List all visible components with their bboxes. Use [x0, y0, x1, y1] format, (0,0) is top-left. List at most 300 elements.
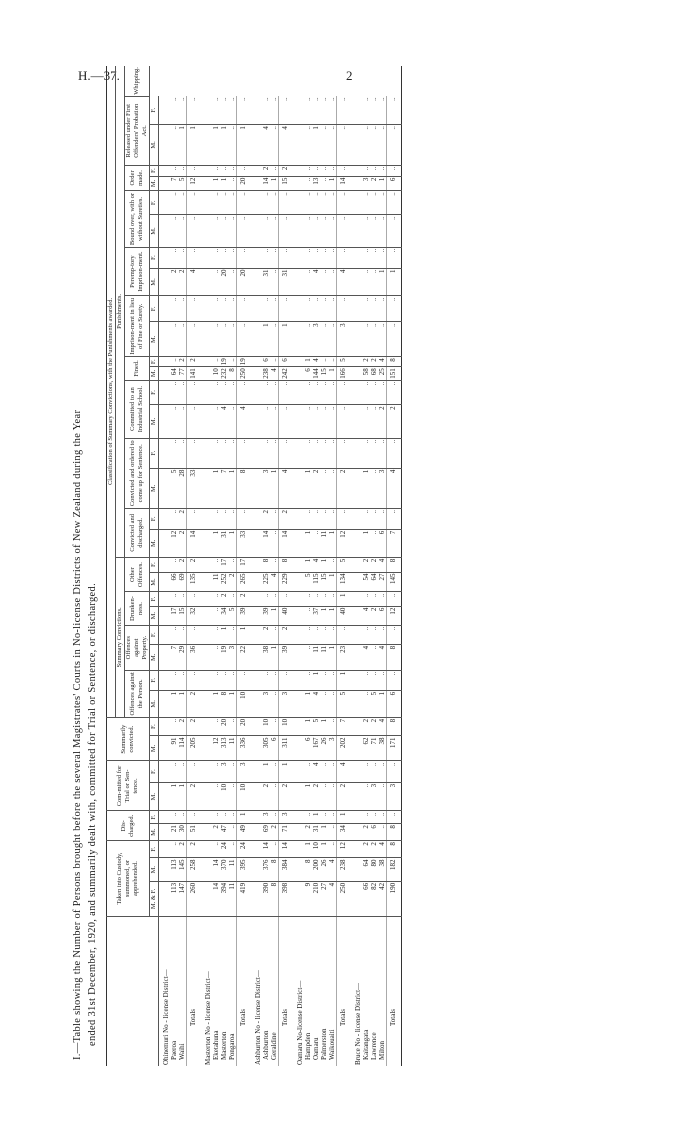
table-cell: 32 — [187, 606, 202, 625]
district-group-row — [159, 66, 171, 1066]
table-cell: 2 — [370, 841, 378, 858]
table-cell: .. — [178, 191, 187, 215]
table-cell: .. — [370, 811, 378, 824]
table-cell: .. — [328, 841, 337, 858]
table-cell: .. — [212, 165, 220, 176]
table-cell: .. — [304, 268, 312, 296]
table-cell — [293, 322, 304, 357]
table-cell: 210 — [312, 881, 320, 916]
table-cell: .. — [370, 508, 378, 529]
table-cell: 5 — [178, 176, 187, 191]
table-cell: .. — [228, 176, 237, 191]
table-cell: .. — [220, 670, 228, 690]
table-cell: 113 — [170, 858, 178, 881]
table-cell: 2 — [370, 557, 378, 572]
table-cell: .. — [370, 625, 378, 644]
table-cell: .. — [328, 125, 337, 166]
table-cell: 37 — [312, 606, 320, 625]
table-cell: .. — [170, 357, 178, 367]
table-cell: 14 — [279, 529, 294, 557]
table-cell: 12 — [337, 529, 352, 557]
table-cell: .. — [270, 380, 279, 405]
table-cell: .. — [262, 380, 270, 405]
table-cell: 7 — [337, 717, 352, 736]
table-cell: 3 — [362, 176, 370, 191]
table-cell: .. — [370, 125, 378, 166]
table-cell — [351, 322, 362, 357]
table-cell: .. — [337, 296, 352, 322]
table-cell: 17 — [170, 606, 178, 625]
row-label: Totals — [279, 917, 294, 1067]
page-number: 2 — [346, 68, 353, 83]
table-cell — [251, 438, 262, 468]
table-cell: 38 — [378, 736, 387, 761]
table-cell — [293, 824, 304, 841]
table-cell — [251, 405, 262, 438]
table-cell: 4 — [312, 690, 320, 717]
property-header: Offences against Property. — [125, 625, 150, 670]
sex-subheader: F. — [150, 165, 159, 176]
table-cell: 20 — [237, 176, 252, 191]
table-cell: .. — [312, 405, 320, 438]
table-cell — [293, 125, 304, 166]
table-cell: .. — [378, 247, 387, 268]
row-label: Ashburton — [262, 1030, 270, 1060]
table-cell: 24 — [237, 841, 252, 858]
table-cell: .. — [337, 215, 352, 247]
table-cell: .. — [312, 247, 320, 268]
table-cell: 12 — [187, 176, 202, 191]
table-cell — [351, 247, 362, 268]
table-cell: 1 — [270, 176, 279, 191]
row-label: Paeroa — [170, 1040, 178, 1060]
table-cell: .. — [328, 670, 337, 690]
table-cell: .. — [337, 405, 352, 438]
table-row — [170, 66, 178, 1066]
table-cell: 14 — [262, 841, 270, 858]
table-cell: 68 — [370, 367, 378, 381]
table-cell: .. — [378, 296, 387, 322]
table-cell: .. — [387, 215, 402, 247]
table-cell: .. — [237, 438, 252, 468]
table-cell — [351, 690, 362, 717]
table-cell: .. — [387, 247, 402, 268]
table-cell: .. — [304, 811, 312, 824]
table-cell: 1 — [328, 572, 337, 592]
table-cell — [251, 881, 262, 916]
table-cell: .. — [228, 508, 237, 529]
table-cell: .. — [178, 215, 187, 247]
table-cell: .. — [270, 405, 279, 438]
table-cell: .. — [170, 438, 178, 468]
table-cell: 1 — [262, 761, 270, 782]
table-cell: 305 — [262, 736, 270, 761]
table-cell: 3 — [387, 782, 402, 811]
table-cell: 1 — [337, 592, 352, 606]
table-cell: 11 — [312, 644, 320, 670]
committed-header: Com-mitted for Trial or Sen-tence. — [107, 761, 150, 811]
table-cell: .. — [337, 508, 352, 529]
table-cell: .. — [212, 96, 220, 124]
table-cell: 313 — [220, 736, 228, 761]
table-cell: 19 — [220, 358, 228, 366]
sex-subheader: M. — [150, 529, 159, 557]
table-cell: .. — [270, 96, 279, 124]
table-cell: .. — [328, 592, 337, 606]
table-cell — [293, 176, 304, 191]
table-cell: .. — [212, 357, 220, 367]
table-cell — [293, 191, 304, 215]
table-cell: 14 — [262, 529, 270, 557]
table-cell: 49 — [237, 824, 252, 841]
table-cell — [201, 606, 212, 625]
table-cell: 4 — [220, 405, 228, 438]
table-cell: 1 — [178, 782, 187, 811]
table-cell: .. — [270, 782, 279, 811]
table-cell — [293, 736, 304, 761]
table-cell: .. — [220, 322, 228, 357]
table-cell — [159, 557, 171, 572]
table-cell: .. — [312, 529, 320, 557]
table-cell: 4 — [270, 367, 279, 381]
table-cell — [201, 670, 212, 690]
table-cell — [159, 215, 171, 247]
table-cell: 7 — [170, 176, 178, 191]
table-cell: .. — [304, 296, 312, 322]
table-cell: .. — [378, 165, 387, 176]
sex-subheader: M. — [150, 405, 159, 438]
sex-subheader: M. — [150, 572, 159, 592]
table-cell: 1 — [237, 125, 252, 166]
table-cell: .. — [337, 380, 352, 405]
table-cell — [293, 468, 304, 508]
table-cell: .. — [187, 322, 202, 357]
table-cell — [251, 592, 262, 606]
sex-subheader: M. — [150, 782, 159, 811]
table-cell: 4 — [362, 644, 370, 670]
table-cell: 1 — [237, 811, 252, 824]
table-cell: 1 — [304, 690, 312, 717]
table-cell: 1 — [320, 557, 328, 572]
table-cell: 4 — [378, 357, 387, 367]
row-label: Totals — [387, 917, 402, 1067]
table-cell: 311 — [279, 736, 294, 761]
table-cell: .. — [228, 405, 237, 438]
table-cell — [159, 670, 171, 690]
sex-subheader: F. — [150, 191, 159, 215]
table-cell — [251, 529, 262, 557]
table-cell: 27 — [320, 881, 328, 916]
table-cell: 1 — [178, 125, 187, 166]
table-cell: .. — [170, 508, 178, 529]
table-cell: .. — [270, 165, 279, 176]
table-cell: 1 — [304, 468, 312, 508]
table-cell: 1 — [328, 529, 337, 557]
table-cell: 8 — [387, 717, 402, 736]
table-cell: .. — [178, 438, 187, 468]
table-cell — [351, 761, 362, 782]
table-cell: .. — [370, 644, 378, 670]
table-cell: .. — [220, 438, 228, 468]
table-cell: 10 — [262, 717, 270, 736]
table-cell: 113 — [170, 881, 178, 916]
table-cell: .. — [304, 438, 312, 468]
table-cell — [159, 690, 171, 717]
table-cell: .. — [328, 811, 337, 824]
table-cell: 26 — [320, 736, 328, 761]
table-cell: .. — [228, 268, 237, 296]
table-cell: 10 — [312, 841, 320, 858]
table-cell: .. — [187, 380, 202, 405]
table-cell: 40 — [279, 606, 294, 625]
table-cell — [159, 438, 171, 468]
table-cell: .. — [178, 405, 187, 438]
table-cell: .. — [320, 438, 328, 468]
table-cell: 1 — [312, 125, 320, 166]
table-cell: .. — [312, 380, 320, 405]
table-cell: .. — [378, 761, 387, 782]
table-cell: .. — [228, 296, 237, 322]
table-cell: 1 — [320, 717, 328, 736]
table-cell: .. — [328, 322, 337, 357]
table-cell — [251, 508, 262, 529]
table-cell — [251, 644, 262, 670]
table-cell: .. — [387, 438, 402, 468]
table-cell: 2 — [187, 557, 202, 572]
table-cell — [159, 606, 171, 625]
caption-line-1: I.—Table showing the Number of Persons brought before the several Magistrates' Courts in No-license Districts of New Zealand during the Year — [72, 409, 83, 1060]
table-cell — [201, 811, 212, 824]
table-cell: 1 — [228, 690, 237, 717]
table-cell — [251, 165, 262, 176]
table-cell: .. — [304, 592, 312, 606]
table-cell — [293, 438, 304, 468]
table-caption — [70, 66, 100, 1066]
table-cell: .. — [370, 761, 378, 782]
table-cell: .. — [212, 670, 220, 690]
table-cell: .. — [312, 96, 320, 124]
table-cell: 2 — [362, 357, 370, 367]
table-cell: 200 — [312, 858, 320, 881]
convicted-discharged-header: Convicted and discharged. — [125, 508, 150, 557]
table-cell: .. — [237, 322, 252, 357]
table-cell — [159, 165, 171, 176]
table-cell — [351, 644, 362, 670]
table-cell: 39 — [237, 606, 252, 625]
table-cell: 225 — [262, 572, 270, 592]
table-cell: 2 — [362, 717, 370, 736]
other-header: Other Offences. — [125, 557, 150, 592]
table-cell: .. — [212, 761, 220, 782]
table-cell: 4 — [312, 761, 320, 782]
table-cell — [201, 380, 212, 405]
table-cell: 4 — [270, 572, 279, 592]
table-cell: 8 — [387, 357, 402, 367]
table-cell: 23 — [337, 644, 352, 670]
table-cell — [201, 165, 212, 176]
table-cell — [351, 357, 362, 367]
table-cell — [201, 782, 212, 811]
table-cell: 2 — [178, 841, 187, 858]
table-cell: .. — [387, 811, 402, 824]
table-row — [320, 66, 328, 1066]
table-cell — [251, 824, 262, 841]
table-cell — [293, 380, 304, 405]
table-cell — [293, 165, 304, 176]
table-cell: 1 — [328, 176, 337, 191]
table-cell: 62 — [362, 736, 370, 761]
table-cell: 1 — [387, 268, 402, 296]
table-cell: .. — [320, 247, 328, 268]
table-cell: 3 — [262, 690, 270, 717]
table-cell: .. — [328, 247, 337, 268]
table-cell — [293, 529, 304, 557]
table-cell — [201, 736, 212, 761]
convicted-sentence-header: Convicted and ordered to come up for Sentence. — [125, 438, 150, 508]
table-cell: 14 — [187, 529, 202, 557]
table-cell: .. — [320, 165, 328, 176]
table-cell: 4 — [387, 468, 402, 508]
table-cell: 2 — [187, 782, 202, 811]
table-cell — [351, 811, 362, 824]
table-cell — [351, 380, 362, 405]
table-cell: 4 — [362, 606, 370, 625]
table-cell: .. — [378, 508, 387, 529]
table-cell: 1 — [304, 529, 312, 557]
sex-subheader: F. — [150, 357, 159, 367]
table-cell: 24 — [220, 841, 228, 858]
sex-subheader: F. — [150, 670, 159, 690]
table-cell: .. — [237, 165, 252, 176]
table-cell: 12 — [387, 606, 402, 625]
sex-subheader: M. — [150, 268, 159, 296]
table-cell: 8 — [220, 690, 228, 717]
table-cell: .. — [304, 247, 312, 268]
table-cell: 141 — [187, 367, 202, 381]
table-cell: .. — [270, 670, 279, 690]
table-cell: .. — [320, 405, 328, 438]
table-cell: 115 — [312, 572, 320, 592]
table-cell: .. — [328, 380, 337, 405]
table-cell: .. — [270, 761, 279, 782]
row-label: Totals — [337, 917, 352, 1067]
table-cell: 1 — [270, 606, 279, 625]
table-cell: .. — [228, 380, 237, 405]
table-cell: 258 — [187, 858, 202, 881]
table-cell — [251, 322, 262, 357]
table-cell — [351, 736, 362, 761]
table-cell: 6 — [304, 736, 312, 761]
row-label: Hampden — [304, 1032, 312, 1060]
table-cell: .. — [270, 625, 279, 644]
table-cell — [293, 606, 304, 625]
table-cell: 28 — [178, 468, 187, 508]
table-cell: 10 — [237, 782, 252, 811]
sex-subheader: F. — [150, 811, 159, 824]
table-cell: .. — [212, 247, 220, 268]
table-cell: .. — [178, 380, 187, 405]
table-cell — [251, 717, 262, 736]
sex-subheader: F. — [150, 508, 159, 529]
row-label: Lawrence — [370, 1032, 378, 1060]
table-cell: 64 — [362, 858, 370, 881]
table-cell: 1 — [328, 367, 337, 381]
table-cell: .. — [312, 165, 320, 176]
table-cell — [159, 841, 171, 858]
table-cell: 1 — [304, 782, 312, 811]
table-cell: .. — [337, 247, 352, 268]
table-cell: 10 — [237, 690, 252, 717]
table-cell: 384 — [279, 858, 294, 881]
table-cell — [251, 191, 262, 215]
table-cell: .. — [178, 670, 187, 690]
table-cell — [293, 841, 304, 858]
sex-subheader: F. — [150, 625, 159, 644]
table-cell: .. — [320, 625, 328, 644]
table-cell: 39 — [262, 606, 270, 625]
table-cell: 1 — [262, 322, 270, 357]
table-cell: 2 — [187, 717, 202, 736]
table-cell: 5 — [228, 606, 237, 625]
table-cell: 2 — [187, 690, 202, 717]
table-cell: .. — [262, 592, 270, 606]
table-cell: .. — [304, 125, 312, 166]
row-label: Oamaru No-license District— — [296, 980, 304, 1065]
table-row — [262, 66, 270, 1066]
table-cell: 25 — [378, 367, 387, 381]
sex-subheader: M. — [150, 736, 159, 761]
table-cell: 1 — [378, 690, 387, 717]
table-cell: 1 — [220, 125, 228, 166]
table-cell — [351, 367, 362, 381]
table-cell: 22 — [237, 644, 252, 670]
table-cell: .. — [212, 625, 220, 644]
table-cell: .. — [270, 690, 279, 717]
table-cell: .. — [270, 296, 279, 322]
table-cell — [159, 125, 171, 166]
table-cell: .. — [362, 296, 370, 322]
table-cell: 4 — [312, 557, 320, 572]
table-cell — [293, 625, 304, 644]
table-cell: 1 — [320, 841, 328, 858]
district-group-row — [351, 66, 362, 1066]
table-cell: .. — [304, 380, 312, 405]
table-cell — [201, 881, 212, 916]
table-cell: .. — [170, 165, 178, 176]
table-cell: .. — [312, 508, 320, 529]
table-cell — [251, 761, 262, 782]
table-cell: 3 — [228, 644, 237, 670]
table-cell: 8 — [270, 858, 279, 881]
table-cell — [201, 176, 212, 191]
table-cell: .. — [328, 782, 337, 811]
table-cell: .. — [270, 215, 279, 247]
table-cell: .. — [212, 438, 220, 468]
table-cell: .. — [228, 191, 237, 215]
table-cell: .. — [279, 247, 294, 268]
table-cell — [293, 811, 304, 824]
table-cell: 9 — [304, 881, 312, 916]
table-cell — [159, 405, 171, 438]
table-cell: 1 — [220, 176, 228, 191]
sex-subheader: M. — [150, 367, 159, 381]
table-cell — [351, 841, 362, 858]
district-group-row — [293, 66, 304, 1066]
table-cell — [201, 824, 212, 841]
table-cell — [201, 508, 212, 529]
row-label: Oamaru — [312, 1037, 320, 1060]
table-cell: 1 — [378, 268, 387, 296]
